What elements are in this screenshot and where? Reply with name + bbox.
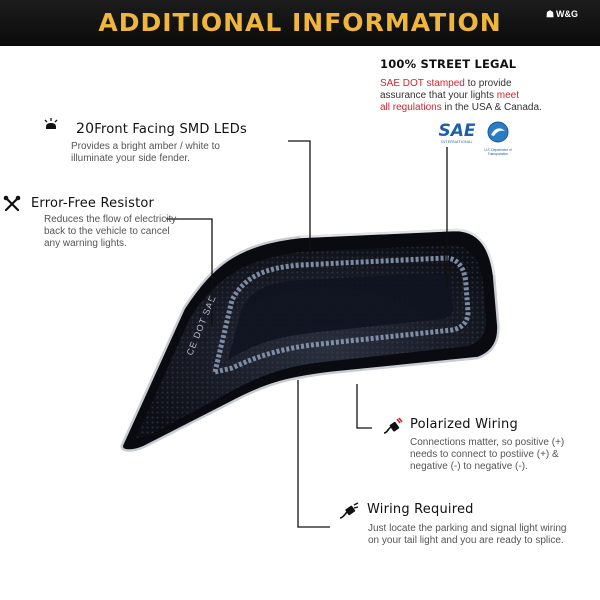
tools-icon bbox=[3, 195, 21, 213]
dot-logo-sub: U.S. Department of Transportation bbox=[484, 148, 512, 156]
polarized-plug-icon bbox=[382, 417, 404, 435]
sae-logo bbox=[438, 122, 476, 144]
meet-text: meet bbox=[496, 90, 519, 101]
page-title: ADDITIONAL INFORMATION bbox=[98, 8, 502, 37]
street-legal-desc bbox=[380, 78, 542, 114]
street-legal-title: 100% STREET LEGAL bbox=[380, 57, 517, 71]
led-title bbox=[76, 121, 247, 137]
polarized-wiring-title: Polarized Wiring bbox=[410, 417, 518, 432]
street-legal-line1: to provide bbox=[464, 78, 512, 89]
dot-logo bbox=[480, 121, 516, 156]
all-regulations-text: all regulations bbox=[380, 102, 442, 113]
resistor-desc-line2: back to the vehicle to cancel bbox=[44, 226, 170, 237]
resistor-desc-line1: Reduces the flow of electricity bbox=[44, 214, 177, 225]
brand-wings-icon: ☗ bbox=[545, 9, 555, 19]
led-count: 20 bbox=[76, 121, 95, 137]
wire-connector-icon bbox=[338, 502, 360, 520]
resistor-desc-line3: any warning lights. bbox=[44, 238, 127, 249]
polarized-wiring-desc bbox=[410, 437, 564, 473]
sae-logo-sub: INTERNATIONAL bbox=[441, 140, 473, 144]
lens-stamp-text: CE DOT SAE bbox=[184, 293, 218, 357]
sae-dot-stamped-text: SAE DOT stamped bbox=[380, 78, 465, 89]
dot-logo-icon bbox=[487, 121, 509, 143]
street-legal-line3: in the USA & Canada. bbox=[441, 102, 542, 113]
required-desc-line2: on your tail light and you are ready to splice. bbox=[368, 535, 564, 546]
required-desc-line1: Just locate the parking and signal light wiring bbox=[368, 523, 567, 534]
resistor-desc bbox=[44, 214, 176, 250]
sae-logo-text: SAE bbox=[438, 121, 476, 141]
polarized-desc-line2: needs to connect to postiive (+) & bbox=[410, 449, 559, 460]
street-legal-line2: assurance that your lights bbox=[380, 90, 497, 101]
wiring-required-desc bbox=[368, 523, 566, 547]
wiring-required-title: Wiring Required bbox=[367, 502, 474, 517]
led-desc bbox=[71, 141, 220, 165]
polarized-desc-line1: Connections matter, so positive (+) bbox=[410, 437, 565, 448]
led-desc-line1: Provides a bright amber / white to bbox=[71, 141, 220, 152]
led-title-text: Front Facing SMD LEDs bbox=[94, 122, 247, 137]
resistor-title: Error-Free Resistor bbox=[31, 196, 155, 211]
lamp-icon bbox=[43, 117, 59, 131]
polarized-desc-line3: negative (-) to negative (-). bbox=[410, 461, 528, 472]
brand-name: W&G bbox=[556, 9, 579, 19]
led-desc-line2: illuminate your side fender. bbox=[71, 153, 190, 164]
